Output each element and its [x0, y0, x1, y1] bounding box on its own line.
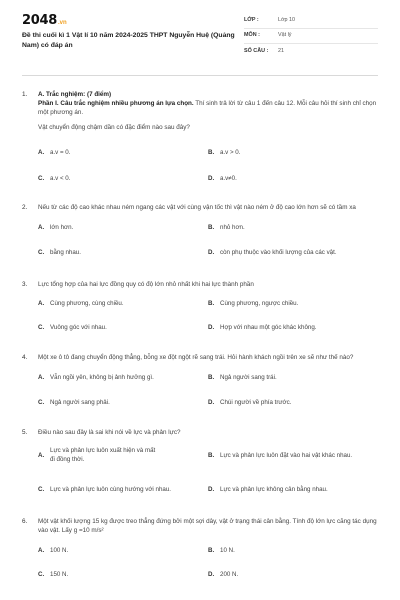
option-d[interactable] — [208, 473, 378, 507]
answer-options — [38, 439, 378, 507]
logo-domain: .vn — [57, 20, 67, 26]
option-text: Chúi người về phía trước. — [220, 398, 292, 406]
option-text: 100 N. — [50, 546, 69, 554]
option-text: a.v > 0. — [220, 149, 241, 156]
option-b[interactable] — [208, 141, 378, 167]
question-number: 4. — [22, 353, 28, 361]
option-letter: B. — [208, 373, 215, 381]
question-body — [38, 90, 378, 193]
option-letter: D. — [208, 485, 215, 493]
option-text: Lực và phản lực không cân bằng nhau. — [220, 485, 328, 493]
option-letter: C. — [38, 324, 45, 332]
option-a[interactable] — [38, 141, 208, 167]
section-heading: A. Trắc nghiệm: (7 điểm) — [38, 91, 112, 98]
meta-value: Vật lý — [278, 32, 292, 39]
option-c[interactable] — [38, 317, 208, 341]
option-text: Vẫn ngồi yên, không bị ảnh hưởng gì. — [50, 373, 154, 381]
question-text: Nếu từ các độ cao khác nhau ném ngang các vật với cùng vận tốc thì vật nào ném ở độ cao lớn hơn sẽ có tầm xa — [38, 203, 356, 211]
question-number: 1. — [22, 91, 28, 98]
option-letter: D. — [208, 248, 215, 256]
answer-options — [38, 539, 378, 587]
question-2 — [22, 203, 378, 266]
option-c[interactable] — [38, 473, 208, 507]
meta-value: 21 — [278, 47, 285, 54]
question-body — [38, 428, 378, 507]
option-a[interactable] — [38, 366, 208, 391]
option-letter: A. — [38, 149, 45, 156]
option-text: Lực và phản lực luôn cùng hướng với nhau. — [50, 485, 171, 493]
option-a[interactable] — [38, 216, 208, 241]
option-c[interactable] — [38, 391, 208, 416]
option-text: lớn hơn. — [50, 223, 74, 231]
question-4 — [22, 353, 378, 416]
option-letter: B. — [208, 546, 215, 554]
answer-options — [38, 141, 378, 193]
option-text: còn phụ thuộc vào khối lượng của các vật. — [220, 248, 337, 256]
option-letter: D. — [208, 570, 215, 578]
meta-key: SỐ CÂU : — [244, 47, 269, 54]
option-text: a.v < 0. — [50, 175, 71, 182]
option-b[interactable] — [208, 539, 378, 563]
page-header — [22, 12, 378, 76]
option-letter: C. — [38, 570, 45, 578]
question-6 — [22, 517, 378, 587]
header-left — [22, 12, 244, 67]
option-letter: C. — [38, 398, 45, 406]
option-b[interactable] — [208, 366, 378, 391]
option-text: Ngả người sang phải. — [50, 398, 110, 406]
question-3 — [22, 280, 378, 341]
option-d[interactable] — [208, 317, 378, 341]
option-letter: B. — [208, 451, 215, 459]
question-number: 6. — [22, 518, 28, 525]
option-c[interactable] — [38, 167, 208, 193]
question-text: Một xe ô tô đang chuyển động thẳng, bỗng xe đột ngột rẽ sang trái. Hỏi hành khách ngồi trên xe sẽ như thế nào? — [38, 353, 354, 361]
option-c[interactable] — [38, 241, 208, 266]
question-text: Vật chuyển động chậm dần có đặc điểm nào sau đây? — [38, 124, 190, 132]
option-d[interactable] — [208, 241, 378, 266]
option-c[interactable] — [38, 563, 208, 587]
meta-key: LỚP : — [244, 17, 259, 24]
question-text: Lực tổng hợp của hai lực đồng quy có độ lớn nhỏ nhất khi hai lực thành phần — [38, 280, 254, 288]
option-text: Ngả người sang trái. — [220, 373, 277, 381]
option-letter: A. — [38, 451, 45, 459]
meta-key: MÔN : — [244, 32, 260, 39]
option-text: 200 N. — [220, 570, 239, 578]
question-body — [38, 517, 378, 587]
meta-row-subject — [244, 29, 378, 44]
question-number: 5. — [22, 428, 28, 436]
option-letter: D. — [208, 398, 215, 406]
option-d[interactable] — [208, 167, 378, 193]
question-number: 2. — [22, 203, 28, 211]
option-b[interactable] — [208, 216, 378, 241]
option-letter: B. — [208, 149, 215, 156]
question-body — [38, 280, 378, 341]
option-b[interactable] — [208, 293, 378, 317]
option-text: Cùng phương, cùng chiều. — [50, 300, 124, 308]
option-letter: A. — [38, 546, 45, 554]
part-description: Thí sinh trả lời từ câu 1 đến câu 12. Mỗi câu hỏi thí sinh chỉ chọn một phương án. — [38, 100, 377, 117]
option-letter: B. — [208, 223, 215, 231]
question-body — [38, 203, 378, 266]
option-d[interactable] — [208, 563, 378, 587]
meta-value: Lớp 10 — [278, 17, 296, 24]
question-1 — [22, 90, 378, 193]
exam-meta — [244, 14, 378, 67]
question-text: Điều nào sau đây là sai khi nói về lực và phản lực? — [38, 428, 181, 436]
option-text: Cùng phương, ngược chiều. — [220, 300, 299, 308]
option-text: Vuông góc với nhau. — [50, 324, 107, 332]
option-b[interactable] — [208, 439, 378, 473]
answer-options — [38, 366, 378, 416]
part-title: Phần I. Câu trắc nghiệm nhiều phương án lựa chọn. — [38, 100, 194, 108]
option-d[interactable] — [208, 391, 378, 416]
option-letter: C. — [38, 248, 45, 256]
option-text: Lực và phản lực luôn đặt vào hai vật khác nhau. — [220, 451, 353, 459]
question-5 — [22, 428, 378, 507]
option-text: Hợp với nhau một góc khác không. — [220, 324, 317, 332]
question-body — [38, 353, 378, 416]
option-text: a.v = 0. — [50, 149, 71, 156]
option-letter: D. — [208, 324, 215, 332]
answer-options — [38, 216, 378, 266]
option-letter: A. — [38, 223, 45, 231]
option-letter: C. — [38, 175, 45, 182]
option-a[interactable] — [38, 293, 208, 317]
option-text: a.v≠0. — [220, 175, 237, 182]
part-instructions — [38, 99, 378, 117]
site-logo[interactable] — [22, 12, 244, 28]
option-text: 150 N. — [50, 570, 69, 578]
option-letter: D. — [208, 175, 215, 182]
meta-row-class — [244, 14, 378, 29]
option-text: bằng nhau. — [50, 248, 81, 256]
meta-row-count — [244, 44, 378, 59]
option-letter: B. — [208, 300, 215, 308]
answer-options — [38, 293, 378, 341]
option-text: 10 N. — [220, 546, 235, 554]
logo-text: 2048 — [22, 13, 57, 28]
option-text: Lực và phản lực luôn xuất hiện và mất đi đồng thời. — [50, 447, 156, 463]
option-letter: C. — [38, 485, 45, 493]
question-text: Một vật khối lượng 15 kg được treo thẳng đứng bởi một sợi dây, vật ở trạng thái cân bằng. Tính độ lớn lực căng tác dụng vào vật. Lấy g =10 m/s² — [38, 518, 377, 535]
option-text: nhỏ hơn. — [220, 223, 245, 231]
option-letter: A. — [38, 373, 45, 381]
option-a[interactable] — [38, 539, 208, 563]
question-number: 3. — [22, 280, 28, 288]
option-a[interactable] — [38, 439, 208, 473]
option-letter: A. — [38, 300, 45, 308]
exam-title: Đề thi cuối kì 1 Vật lí 10 năm 2024-2025 THPT Nguyễn Huệ (Quảng Nam) có đáp án — [22, 32, 235, 50]
